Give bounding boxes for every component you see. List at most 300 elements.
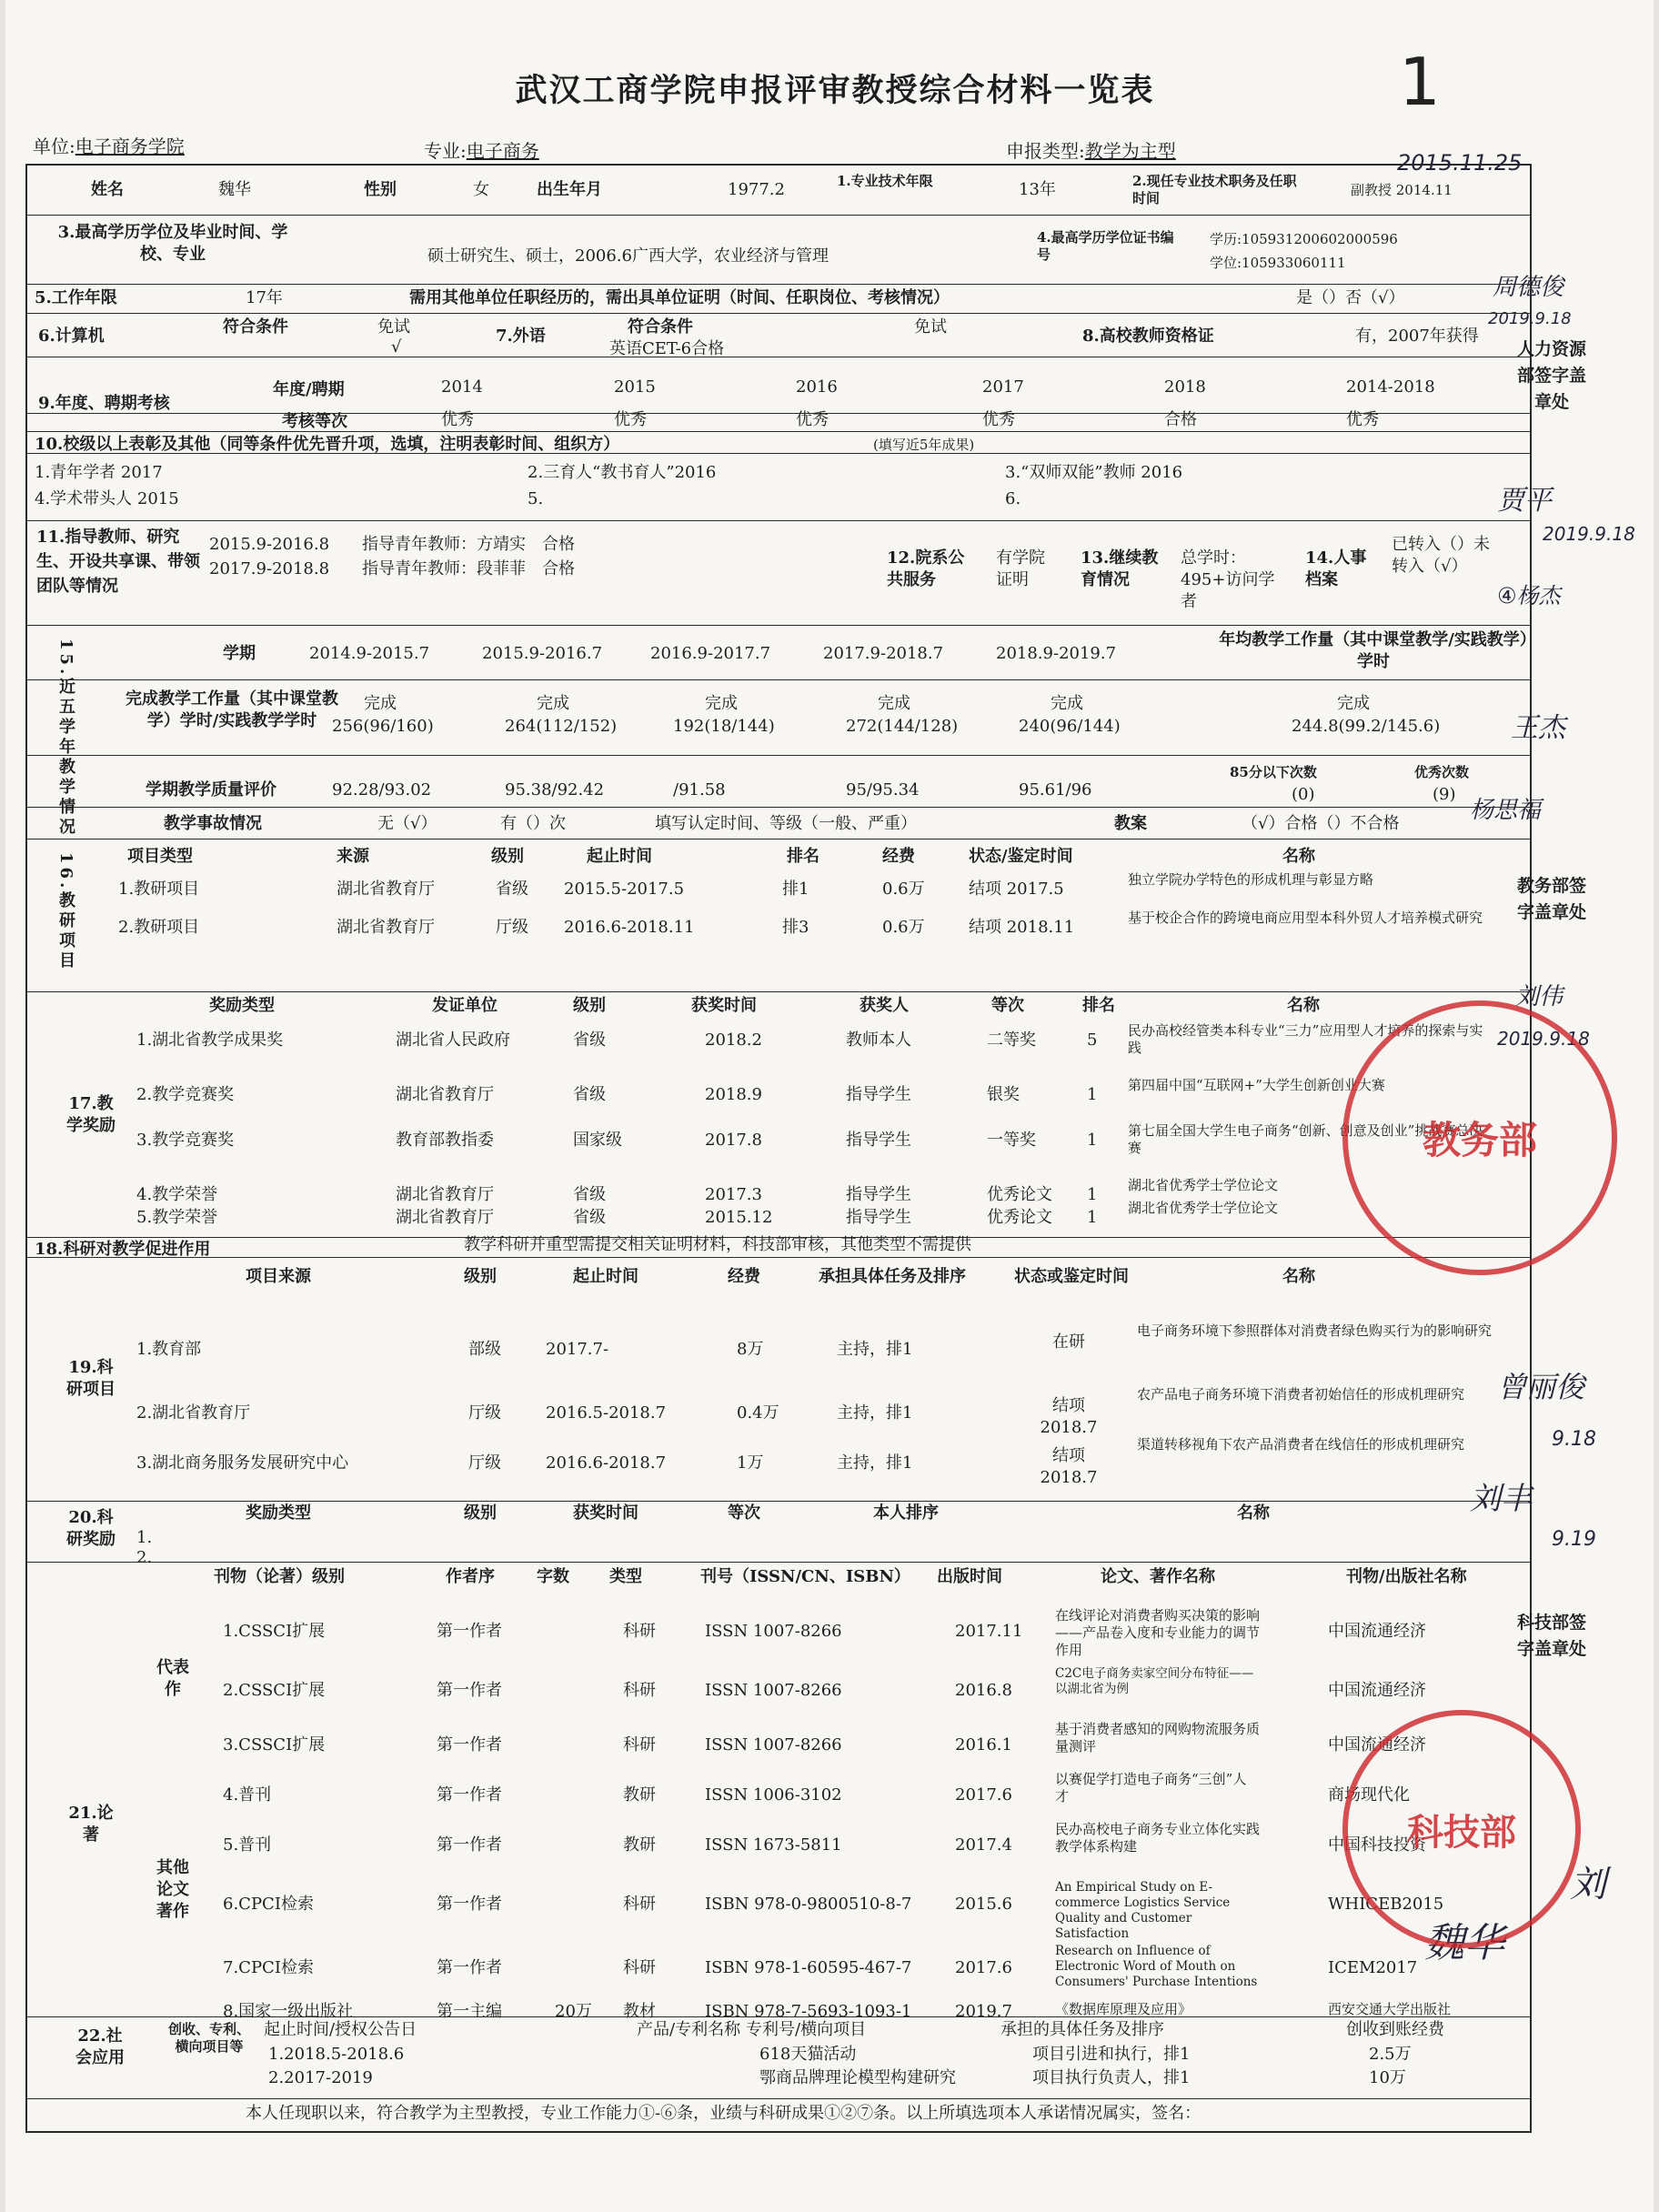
sci-award-header: 奖励类型	[246, 1503, 311, 1523]
type-label: 申报类型:	[1006, 140, 1085, 162]
sci-project-header: 级别	[464, 1267, 497, 1286]
edu-project-name: 基于校企合作的跨境电商应用型本科外贸人才培养模式研究	[1128, 910, 1483, 926]
paper-cell: 第一作者	[437, 1735, 502, 1755]
handwritten-signature-6: 刘	[1570, 1864, 1606, 1905]
type-field	[1006, 136, 1176, 163]
edu-dept-stamp	[1342, 1000, 1617, 1275]
sci-project-header: 经费	[728, 1267, 760, 1286]
paper-title: 《数据库原理及应用》	[1055, 2001, 1192, 2017]
edu-project-header: 状态/鉴定时间	[969, 847, 1073, 866]
teaching-label: 15.近五学年教学情况	[56, 638, 75, 839]
paper-title: 基于消费者感知的网购物流服务质量测评	[1055, 1721, 1261, 1755]
paper-cell: 2017.6	[955, 1785, 1012, 1805]
sci-project-cell: 2016.5-2018.7	[546, 1403, 667, 1423]
paper-journal: 中国科技投资	[1328, 1835, 1426, 1855]
edu-award-header: 奖励类型	[209, 996, 275, 1015]
sci-project-cell: 主持，排1	[837, 1403, 913, 1423]
quality-value: /91.58	[673, 780, 726, 799]
avg-load-label: 年均教学工作量（其中课堂教学/实践教学）学时	[1219, 630, 1528, 671]
paper-cell: 2016.1	[955, 1735, 1012, 1755]
public-service-label: 12.院系公共服务	[887, 548, 965, 589]
paper-cell: 7.CPCI检索	[223, 1958, 314, 1977]
paper-cell: 20万	[555, 2002, 592, 2021]
assess-grade: 优秀	[1346, 410, 1379, 429]
social-label: 22.社会应用	[75, 2026, 125, 2067]
social-cell: 618天猫活动	[759, 2045, 857, 2064]
paper-cell: 2017.6	[955, 1958, 1012, 1977]
paper-cell: ISSN 1006-3102	[705, 1785, 842, 1805]
social-header: 产品/专利名称	[637, 2020, 741, 2039]
work-years-label: 5.工作年限	[35, 288, 117, 307]
computer-fit-label: 符合条件	[223, 317, 288, 337]
below85-label: 85分以下次数	[1230, 764, 1317, 780]
load-value: 264(112/152)	[505, 717, 618, 736]
edu-award-cell: 国家级	[573, 1131, 622, 1150]
term: 2018.9-2019.7	[996, 644, 1117, 663]
sci-project-header: 名称	[1282, 1267, 1315, 1286]
document-title: 武汉工商学院申报评审教授综合材料一览表	[515, 72, 1155, 109]
edu-award-cell: 指导学生	[846, 1185, 911, 1204]
edu-award-cell: 省级	[573, 1085, 606, 1104]
quality-value: 95.38/92.42	[505, 780, 605, 799]
sci-project-header: 承担具体任务及排序	[819, 1267, 966, 1286]
handwritten-signature-5: 杨思福	[1470, 797, 1542, 824]
social-header: 承担的具体任务及排序	[1000, 2020, 1164, 2039]
edu-award-name: 民办高校经管类本科专业“三力”应用型人才培养的探索与实践	[1128, 1022, 1483, 1056]
edu-project-cell: 结项 2018.11	[969, 918, 1075, 937]
honors-label: 10.校级以上表彰及其他（同等条件优先晋升项，选填，注明表彰时间、组织方）	[35, 435, 620, 454]
accident-have: 有（）次	[500, 814, 566, 833]
edu-award-cell: 4.教学荣誉	[136, 1185, 218, 1204]
sci-dept-stamp	[1342, 1710, 1581, 1948]
paper-cell: 2017.4	[955, 1835, 1012, 1855]
honor-item: 2.三育人“教书育人”2016	[528, 463, 717, 482]
sci-project-status: 结项 2018.7	[1040, 1446, 1098, 1487]
continuing-edu-label: 13.继续教育情况	[1081, 548, 1159, 589]
edu-project-label: 16.教研项目	[56, 852, 75, 972]
load-value: 240(96/144)	[1019, 717, 1121, 736]
avg-load-status: 完成	[1337, 694, 1370, 713]
edu-project-cell: 2016.6-2018.11	[564, 918, 695, 937]
edu-award-cell: 省级	[573, 1185, 606, 1204]
major-field	[424, 136, 539, 163]
paper-cell: 科研	[623, 1958, 656, 1977]
edu-project-cell: 湖北省教育厅	[337, 918, 435, 937]
edu-award-cell: 1	[1087, 1085, 1098, 1104]
assess-year-label: 年度/聘期	[273, 380, 345, 399]
paper-cell: 8.国家一级出版社	[223, 2002, 354, 2021]
edu-award-header: 等次	[991, 996, 1024, 1015]
load-status: 完成	[537, 694, 569, 713]
load-status: 完成	[705, 694, 738, 713]
edu-project-cell: 省级	[496, 880, 528, 899]
edu-award-cell: 3.教学竞赛奖	[136, 1131, 235, 1150]
foreign-label: 7.外语	[496, 327, 546, 346]
guide-line-1: 2015.9-2016.8 指导青年教师：方靖实 合格	[209, 535, 576, 554]
load-status: 完成	[364, 694, 397, 713]
assess-year: 2017	[982, 377, 1024, 397]
sci-project-cell: 部级	[468, 1340, 501, 1359]
computer-label: 6.计算机	[38, 327, 105, 346]
assess-grade-label: 考核等次	[282, 412, 347, 431]
edu-award-cell: 指导学生	[846, 1085, 911, 1104]
load-value: 192(18/144)	[673, 717, 775, 736]
paper-cell: 2019.7	[955, 2002, 1012, 2021]
edu-project-cell: 结项 2017.5	[969, 880, 1064, 899]
paper-journal: 商场现代化	[1328, 1785, 1410, 1805]
paper-journal: WHICEB2015	[1328, 1895, 1444, 1914]
assess-year: 2014	[441, 377, 483, 397]
accident-fill-note: 填写认定时间、等级（一般、严重）	[655, 814, 917, 833]
sci-project-cell: 2.湖北省教育厅	[136, 1403, 251, 1423]
edu-project-header: 来源	[337, 847, 369, 866]
hr-signature-date: 2019.9.18	[1488, 309, 1572, 328]
assess-year: 2016	[796, 377, 838, 397]
paper-journal: 中国流通经济	[1328, 1681, 1426, 1700]
social-cell: 项目执行负责人，排1	[1032, 2068, 1191, 2087]
paper-cell: 第一主编	[437, 2002, 502, 2021]
sci-award-header: 名称	[1237, 1503, 1270, 1523]
handwritten-page-number: 1	[1399, 44, 1441, 120]
edu-award-cell: 优秀论文	[987, 1208, 1052, 1227]
birth-value: 1977.2	[728, 180, 785, 199]
paper-header: 刊号（ISSN/CN、ISBN）	[700, 1567, 910, 1586]
honor-item: 5.	[528, 489, 544, 508]
paper-cell: 4.普刊	[223, 1785, 272, 1805]
social-header: 专利号/横向项目	[746, 2020, 867, 2039]
sci-project-cell: 主持，排1	[837, 1453, 913, 1473]
paper-cell: 6.CPCI检索	[223, 1895, 314, 1914]
paper-journal: 中国流通经济	[1328, 1735, 1426, 1755]
continuing-edu-value: 总学时：495+访问学者	[1181, 548, 1275, 611]
edu-award-cell: 指导学生	[846, 1208, 911, 1227]
unit-field	[33, 132, 185, 158]
quality-value: 92.28/93.02	[332, 780, 432, 799]
paper-cell: 3.CSSCI扩展	[223, 1735, 326, 1755]
handwritten-signature-2: 贾平	[1497, 485, 1552, 517]
edu-project-cell: 0.6万	[882, 880, 925, 899]
computer-check: √	[391, 337, 402, 357]
below85-value: (0)	[1292, 785, 1315, 804]
paper-header: 出版时间	[937, 1567, 1002, 1586]
work-years-value: 17年	[246, 288, 283, 307]
edu-award-header: 获奖时间	[691, 996, 757, 1015]
paper-cell: 第一作者	[437, 1785, 502, 1805]
edu-award-cell: 一等奖	[987, 1131, 1036, 1150]
name-label: 姓名	[91, 180, 124, 199]
paper-title: 民办高校电子商务专业立体化实践教学体系构建	[1055, 1821, 1261, 1855]
load-value: 256(96/160)	[332, 717, 434, 736]
sci-project-cell: 厅级	[468, 1403, 501, 1423]
load-status: 完成	[1051, 694, 1083, 713]
sci-award-row: 1.	[136, 1528, 153, 1547]
teacher-cert-label: 8.高校教师资格证	[1082, 327, 1214, 346]
sci-award-header: 等次	[728, 1503, 760, 1523]
excellent-label: 优秀次数	[1414, 764, 1470, 780]
honors-note: (填写近5年成果)	[873, 437, 975, 453]
foreign-value: 英语CET-6合格	[609, 339, 725, 358]
birth-label: 出生年月	[537, 180, 602, 199]
term: 2017.9-2018.7	[823, 644, 944, 663]
edu-signature-date: 2019.9.18	[1497, 1028, 1590, 1050]
edu-award-cell: 5.教学荣誉	[136, 1208, 218, 1227]
paper-cell: 第一作者	[437, 1681, 502, 1700]
paper-cell: 2017.11	[955, 1622, 1023, 1641]
guide-label: 11.指导教师、研究生、开设共享课、带领团队等情况	[36, 528, 200, 596]
edu-award-cell: 5	[1087, 1031, 1098, 1050]
unit-label: 单位:	[33, 136, 75, 157]
education-label: 3.最高学历学位及毕业时间、学校、专业	[57, 223, 288, 264]
paper-cell: 第一作者	[437, 1895, 502, 1914]
edu-project-header: 级别	[491, 847, 524, 866]
accident-none: 无（√）	[377, 814, 437, 833]
term: 2016.9-2017.7	[650, 644, 771, 663]
edu-award-cell: 教育部教指委	[396, 1131, 494, 1150]
edu-award-cell: 银奖	[987, 1085, 1020, 1104]
edu-award-name: 湖北省优秀学士学位论文	[1128, 1200, 1279, 1216]
edu-project-cell: 2015.5-2017.5	[564, 880, 685, 899]
lesson-plan-value: （√）合格（）不合格	[1242, 814, 1400, 833]
paper-cell: 2016.8	[955, 1681, 1012, 1700]
certificate-degree-no: 学历:105931200602000596	[1210, 231, 1398, 247]
other-papers-label: 其他论文著作	[156, 1858, 189, 1921]
sci-signature-area: 科技部签字盖章处	[1516, 1613, 1586, 1659]
tech-years-value: 13年	[1019, 180, 1056, 199]
sci-award-label: 20.科研奖励	[66, 1508, 116, 1549]
unit-value: 电子商务学院	[75, 136, 185, 157]
paper-cell: 2015.6	[955, 1895, 1012, 1914]
edu-project-cell: 厅级	[496, 918, 528, 937]
edu-award-header: 名称	[1287, 996, 1320, 1015]
edu-project-cell: 湖北省教育厅	[337, 880, 435, 899]
sci-project-cell: 8万	[737, 1340, 764, 1359]
paper-cell: 2.CSSCI扩展	[223, 1681, 326, 1700]
edu-award-cell: 2.教学竞赛奖	[136, 1085, 235, 1104]
hr-signature: 周德俊	[1493, 274, 1564, 301]
edu-award-cell: 二等奖	[987, 1031, 1036, 1050]
handwritten-signature-4: 王杰	[1511, 712, 1565, 744]
sci-project-name: 电子商务环境下参照群体对消费者绿色购买行为的影响研究	[1137, 1322, 1493, 1339]
edu-signature-area: 教务部签字盖章处	[1516, 876, 1586, 922]
edu-project-cell: 排3	[782, 918, 809, 937]
gender-value: 女	[473, 180, 489, 199]
foreign-fit-label: 符合条件	[628, 317, 693, 337]
sci-project-header: 状态或鉴定时间	[1014, 1267, 1129, 1286]
guide-line-2: 2017.9-2018.8 指导青年教师：段菲菲 合格	[209, 559, 576, 578]
paper-cell: ISSN 1007-8266	[705, 1735, 842, 1755]
application-form	[25, 164, 1532, 2133]
edu-award-cell: 湖北省教育厅	[396, 1208, 494, 1227]
assess-label: 9.年度、聘期考核	[38, 394, 170, 413]
edu-project-cell: 排1	[782, 880, 809, 899]
sci-project-cell: 3.湖北商务服务发展研究中心	[136, 1453, 349, 1473]
paper-header: 刊物（论著）级别	[214, 1567, 345, 1586]
edu-award-header: 级别	[573, 996, 606, 1015]
edu-award-cell: 1.湖北省教学成果奖	[136, 1031, 284, 1050]
edu-award-cell: 1	[1087, 1208, 1098, 1227]
foreign-exempt: 免试	[914, 317, 947, 337]
edu-award-cell: 指导学生	[846, 1131, 911, 1150]
paper-title: C2C电子商务卖家空间分布特征——以湖北省为例	[1055, 1666, 1254, 1696]
paper-journal: ICEM2017	[1328, 1958, 1418, 1977]
paper-title: 在线评论对消费者购买决策的影响——产品卷入度和专业能力的调节作用	[1055, 1607, 1261, 1658]
edu-project-cell: 2.教研项目	[118, 918, 200, 937]
sci-project-cell: 1.教育部	[136, 1340, 202, 1359]
sci-project-cell: 2016.6-2018.7	[546, 1453, 667, 1473]
paper-header: 刊物/出版社名称	[1346, 1567, 1467, 1586]
sci-project-cell: 2017.7-	[546, 1340, 609, 1359]
paper-cell: ISBN 978-1-60595-467-7	[705, 1958, 912, 1977]
edu-project-header: 排名	[787, 847, 819, 866]
edu-award-cell: 2017.8	[705, 1131, 762, 1150]
social-sub-label: 创收、专利、横向项目等	[168, 2021, 251, 2055]
edu-award-cell: 省级	[573, 1031, 606, 1050]
edu-award-header: 发证单位	[432, 996, 498, 1015]
load-label: 完成教学工作量（其中课堂教学）学时/实践教学学时	[126, 689, 338, 730]
paper-cell: ISSN 1007-8266	[705, 1622, 842, 1641]
post-value: 副教授 2014.11	[1351, 182, 1453, 198]
social-header: 起止时间/授权公告日	[264, 2020, 417, 2039]
sci-award-header: 本人排序	[873, 1503, 939, 1523]
sci-project-cell: 1万	[737, 1453, 764, 1473]
edu-award-cell: 1	[1087, 1185, 1098, 1204]
paper-cell: 教研	[623, 1785, 656, 1805]
sci-project-header: 起止时间	[573, 1267, 638, 1286]
quality-value: 95.61/96	[1019, 780, 1092, 799]
sci-promote-note: 教学科研并重型需提交相关证明材料，科技部审核，其他类型不需提供	[464, 1235, 971, 1254]
sci-award-row: 2.	[136, 1548, 153, 1567]
paper-cell: 科研	[623, 1895, 656, 1914]
sci-signature-2-date: 9.19	[1552, 1528, 1596, 1551]
paper-cell: 教材	[623, 2002, 656, 2021]
commitment-statement: 本人任现职以来，符合教学为主型教授，专业工作能力①-⑥条，业绩与科研成果①②⑦条。以上所填选项本人承诺情况属实，签名：	[246, 2104, 1202, 2123]
sci-stamp-text: 科技部	[1407, 1811, 1516, 1854]
edu-award-name: 第七届全国大学生电子商务“创新、创意及创业”挑战赛总决赛	[1128, 1122, 1483, 1156]
sci-award-header: 级别	[464, 1503, 497, 1523]
sci-signature-date: 9.18	[1552, 1428, 1596, 1451]
edu-award-cell: 教师本人	[846, 1031, 911, 1050]
work-note: 需用其他单位任职经历的，需出具单位证明（时间、任职岗位、考核情况）	[409, 288, 950, 307]
excellent-value: (9)	[1433, 785, 1456, 804]
social-cell: 1.2018.5-2018.6	[268, 2045, 405, 2064]
papers-label: 21.论著	[68, 1804, 114, 1845]
hr-signature-area: 人力资源部签字盖章处	[1516, 339, 1586, 412]
paper-cell: 科研	[623, 1735, 656, 1755]
assess-year: 2014-2018	[1346, 377, 1435, 397]
edu-award-cell: 2018.2	[705, 1031, 762, 1050]
social-cell: 鄂商品牌理论模型构建研究	[759, 2068, 956, 2087]
sci-promote-label: 18.科研对教学促进作用	[35, 1240, 211, 1259]
paper-cell: ISBN 978-0-9800510-8-7	[705, 1895, 912, 1914]
edu-project-header: 名称	[1282, 847, 1315, 866]
applicant-signature: 魏华	[1424, 1920, 1504, 1966]
paper-cell: 第一作者	[437, 1835, 502, 1855]
avg-load-value: 244.8(99.2/145.6)	[1292, 717, 1441, 736]
edu-project-header: 经费	[882, 847, 915, 866]
assess-grade: 优秀	[982, 410, 1015, 429]
edu-stamp-text: 教务部	[1422, 1118, 1537, 1162]
assess-year: 2018	[1164, 377, 1206, 397]
sci-project-cell: 厅级	[468, 1453, 501, 1473]
honor-item: 6.	[1005, 489, 1021, 508]
paper-header: 论文、著作名称	[1101, 1567, 1215, 1586]
edu-award-cell: 2015.12	[705, 1208, 773, 1227]
sci-project-label: 19.科研项目	[66, 1358, 116, 1399]
handwritten-date-2: 2019.9.18	[1543, 523, 1635, 545]
edu-award-cell: 优秀论文	[987, 1185, 1052, 1204]
tech-years-label: 1.专业技术年限	[837, 173, 933, 189]
sci-project-header: 项目来源	[246, 1267, 311, 1286]
edu-award-header: 排名	[1082, 996, 1115, 1015]
work-yes-no: 是（）否（√）	[1296, 288, 1405, 307]
load-status: 完成	[878, 694, 910, 713]
major-value: 电子商务	[466, 140, 539, 162]
sci-project-cell: 主持，排1	[837, 1340, 913, 1359]
paper-header: 作者序	[446, 1567, 495, 1586]
social-header: 创收到账经费	[1346, 2020, 1444, 2039]
type-value: 教学为主型	[1084, 140, 1176, 162]
gender-label: 性别	[364, 180, 397, 199]
quality-value: 95/95.34	[846, 780, 920, 799]
sci-award-header: 获奖时间	[573, 1503, 638, 1523]
name-value: 魏华	[218, 180, 251, 199]
certificate-diploma-no: 学位:105933060111	[1210, 255, 1346, 271]
paper-cell: 5.普刊	[223, 1835, 272, 1855]
social-cell: 10万	[1369, 2068, 1406, 2087]
paper-journal: 中国流通经济	[1328, 1622, 1426, 1641]
major-label: 专业:	[424, 140, 467, 162]
post-label: 2.现任专业技术职务及任职时间	[1132, 173, 1297, 206]
social-cell: 2.2017-2019	[268, 2068, 373, 2087]
paper-cell: ISBN 978-7-5693-1093-1	[705, 2002, 912, 2021]
honor-item: 4.学术带头人 2015	[35, 489, 179, 508]
assess-grade: 优秀	[796, 410, 829, 429]
handwritten-date-1: 2015.11.25	[1397, 150, 1523, 176]
accident-label: 教学事故情况	[164, 814, 262, 833]
public-service-value: 有学院证明	[996, 548, 1045, 589]
assess-grade: 优秀	[614, 410, 647, 429]
paper-cell: ISSN 1007-8266	[705, 1681, 842, 1700]
assess-grade: 合格	[1164, 410, 1197, 429]
sci-project-status: 结项 2018.7	[1040, 1396, 1098, 1437]
edu-award-label: 17.教学奖励	[66, 1094, 116, 1135]
edu-award-cell: 湖北省教育厅	[396, 1085, 494, 1104]
edu-project-cell: 1.教研项目	[118, 880, 200, 899]
sci-project-status: 在研	[1052, 1332, 1085, 1352]
quality-label: 学期教学质量评价	[146, 780, 276, 799]
term: 2014.9-2015.7	[309, 644, 430, 663]
paper-cell: ISSN 1673-5811	[705, 1835, 842, 1855]
edu-award-cell: 省级	[573, 1208, 606, 1227]
sci-project-name: 渠道转移视角下农产品消费者在线信任的形成机理研究	[1137, 1436, 1465, 1453]
paper-header: 字数	[537, 1567, 569, 1586]
edu-project-header: 项目类型	[127, 847, 193, 866]
edu-project-name: 独立学院办学特色的形成机理与彰显方略	[1128, 871, 1374, 888]
sci-signature: 曾丽俊	[1497, 1370, 1585, 1404]
education-value: 硕士研究生、硕士，2006.6广西大学，农业经济与管理	[427, 246, 829, 266]
certificate-label: 4.最高学历学位证书编号	[1037, 229, 1174, 263]
paper-title: An Empirical Study on E-commerce Logistics Service Quality and Customer Satisfaction	[1055, 1880, 1231, 1941]
paper-journal: 西安交通大学出版社	[1328, 2001, 1452, 2017]
representative-label: 代表作	[156, 1658, 189, 1699]
edu-project-cell: 0.6万	[882, 918, 925, 937]
honor-item: 1.青年学者 2017	[35, 463, 163, 482]
sci-signature-2: 刘丰	[1470, 1481, 1532, 1517]
term-label: 学期	[223, 644, 256, 663]
paper-title: 以赛促学打造电子商务“三创”人才	[1055, 1771, 1247, 1805]
paper-header: 类型	[609, 1567, 642, 1586]
hr-archive-label: 14.人事档案	[1305, 548, 1367, 589]
